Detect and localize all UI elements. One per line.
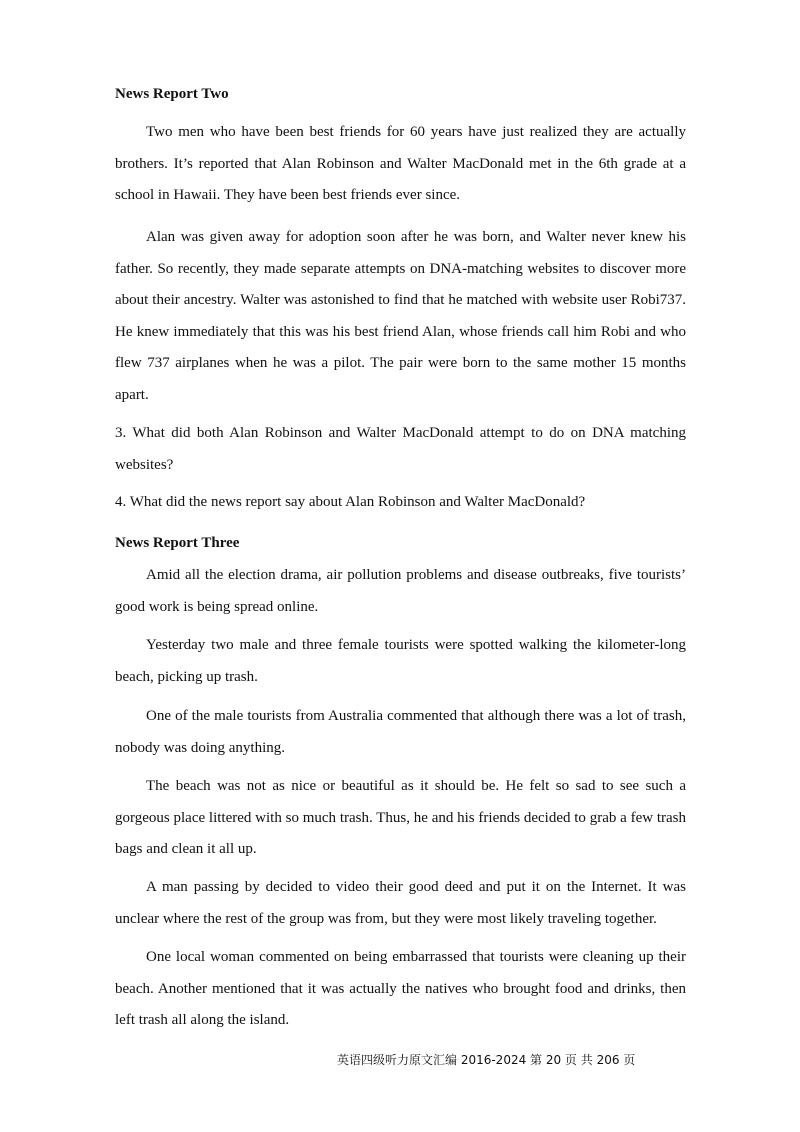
page-footer: 英语四级听力原文汇编 2016-2024 第 20 页 共 206 页 [337,1053,636,1067]
report-two-paragraph-2: Alan was given away for adoption soon after he was born, and Walter never knew his father. So recently, they made separate attempts on DNA-matching websites to discover more about their ancestry. Walter was astonished to find that he matched with website user Robi737. He knew immediately that this was his best friend Alan, whose friends call him Robi and who flew 737 airplanes when he was a pilot. The pair were born to the same mother 15 months apart. [115,229,686,403]
question-3: 3. What did both Alan Robinson and Walter MacDonald attempt to do on DNA matching websites? [115,425,686,473]
heading-news-report-three: News Report Three [115,535,240,551]
question-4: 4. What did the news report say about Alan Robinson and Walter MacDonald? [115,494,586,510]
report-three-paragraph-4: The beach was not as nice or beautiful as it should be. He felt so sad to see such a gorgeous place littered with so much trash. Thus, he and his friends decided to grab a few trash bags and clean it all up. [115,778,686,858]
report-two-paragraph-1: Two men who have been best friends for 60 years have just realized they are actually brothers. It’s reported that Alan Robinson and Walter MacDonald met in the 6th grade at a school in Hawaii. They have been best friends ever since. [115,124,686,204]
report-three-paragraph-5: A man passing by decided to video their good deed and put it on the Internet. It was unclear where the rest of the group was from, but they were most likely traveling together. [115,879,686,927]
report-three-paragraph-2: Yesterday two male and three female tourists were spotted walking the kilometer-long beach, picking up trash. [115,637,686,685]
report-three-paragraph-3: One of the male tourists from Australia commented that although there was a lot of trash, nobody was doing anything. [115,708,686,756]
heading-news-report-two: News Report Two [115,86,229,102]
report-three-paragraph-1: Amid all the election drama, air pollution problems and disease outbreaks, five tourists’ good work is being spread online. [115,567,686,615]
report-three-paragraph-6: One local woman commented on being embarrassed that tourists were cleaning up their beach. Another mentioned that it was actually the natives who brought food and drinks, then left trash all along the island. [115,949,686,1029]
